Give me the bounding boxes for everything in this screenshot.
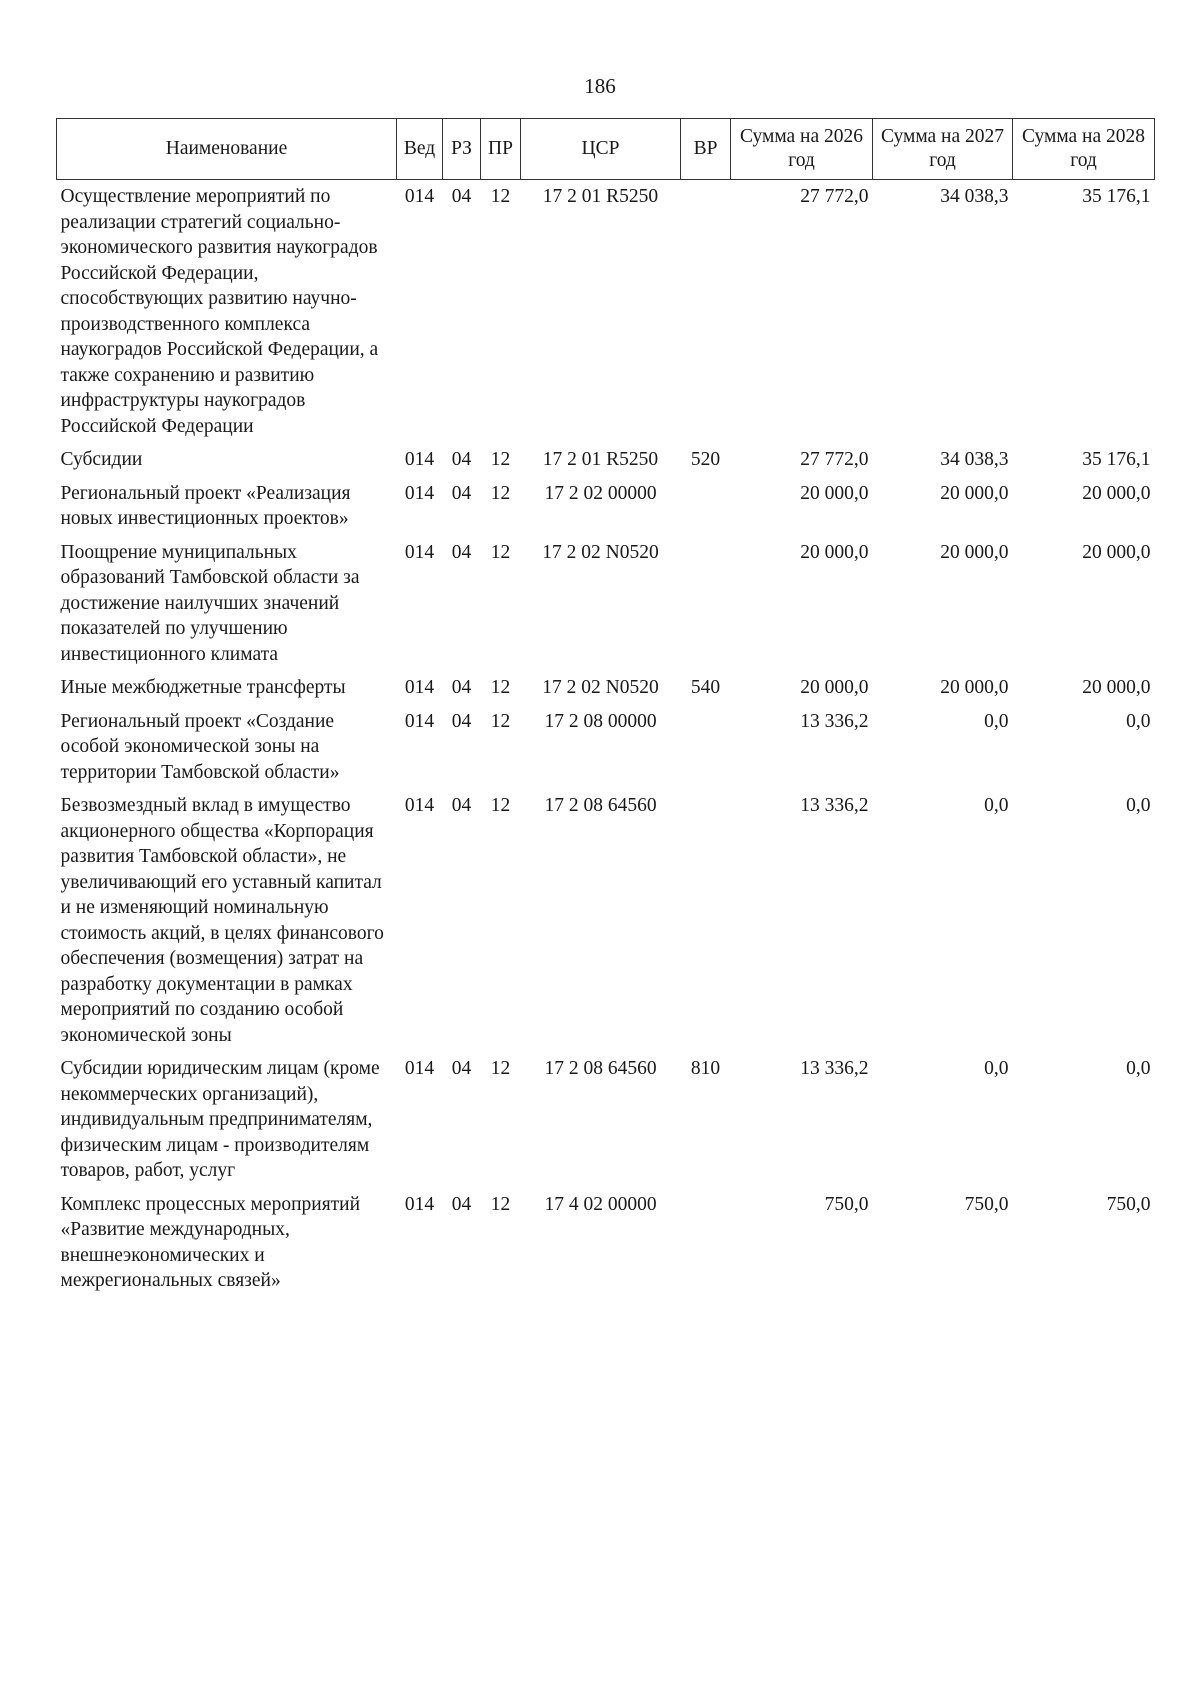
row-csr: 17 2 02 N0520 (542, 677, 659, 698)
row-sum-2028: 0,0 (1126, 710, 1151, 732)
row-vr: 810 (690, 1058, 721, 1079)
row-vr (681, 477, 731, 536)
row-ved: 014 (404, 677, 435, 698)
row-pr: 12 (490, 541, 511, 563)
row-sum-2027: 20 000,0 (940, 677, 1009, 698)
row-sum-2027: 0,0 (984, 1058, 1009, 1079)
row-rz: 04 (451, 1193, 472, 1215)
row-sum-2027: 0,0 (984, 710, 1009, 732)
row-name: Безвозмездный вклад в имущество акционерного общества «Корпорация развития Тамбовской области», не увеличивающий его уставный капитал и не изменяющий номинальную стоимость акций, в целях финансового обеспечения (возмещения) затрат на разработку документации в рамках мероприятий по созданию особой экономической зоны (60, 795, 384, 1046)
row-pr: 12 (490, 482, 511, 504)
row-ved: 014 (404, 1193, 435, 1215)
row-sum-2028: 20 000,0 (1082, 677, 1151, 698)
header-csr: ЦСР (521, 119, 681, 180)
row-pr: 12 (490, 449, 511, 470)
table-row (57, 180, 1155, 444)
row-name: Региональный проект «Создание особой экономической зоны на территории Тамбовской области» (60, 710, 340, 783)
row-name: Иные межбюджетные трансферты (60, 677, 346, 698)
row-csr: 17 2 08 00000 (544, 710, 657, 732)
row-vr (681, 536, 731, 672)
table-row (57, 1188, 1155, 1298)
row-vr: 520 (690, 449, 721, 470)
header-vr: ВР (681, 119, 731, 180)
table-row (57, 789, 1155, 1052)
row-sum-2026: 13 336,2 (800, 710, 869, 732)
row-sum-2028: 750,0 (1106, 1193, 1151, 1215)
table-body (57, 180, 1155, 1298)
row-ved: 014 (404, 186, 435, 207)
row-rz: 04 (451, 541, 472, 563)
row-sum-2026: 20 000,0 (800, 541, 869, 563)
row-sum-2027: 34 038,3 (940, 186, 1009, 207)
table-row (57, 1052, 1155, 1188)
table-row (57, 443, 1155, 477)
row-sum-2026: 27 772,0 (800, 449, 869, 470)
table-row (57, 705, 1155, 790)
row-name: Поощрение муниципальных образований Тамбовской области за достижение наилучших значений показателей по улучшению инвестиционного климата (60, 541, 360, 665)
row-rz: 04 (451, 710, 472, 732)
row-vr (681, 1188, 731, 1298)
row-name: Субсидии (60, 449, 143, 470)
row-ved: 014 (404, 482, 435, 504)
row-sum-2026: 20 000,0 (800, 677, 869, 698)
row-pr: 12 (490, 710, 511, 732)
row-sum-2026: 13 336,2 (800, 1058, 869, 1079)
page-number: 186 (584, 74, 616, 98)
row-pr: 12 (490, 677, 511, 698)
row-sum-2027: 34 038,3 (940, 449, 1009, 470)
row-csr: 17 2 01 R5250 (542, 186, 659, 207)
row-rz: 04 (451, 677, 472, 698)
row-ved: 014 (404, 1058, 435, 1079)
table-header (57, 119, 1155, 180)
header-pr: ПР (481, 119, 521, 180)
row-vr (681, 789, 731, 1052)
table-row (57, 536, 1155, 672)
row-sum-2028: 35 176,1 (1082, 186, 1151, 207)
header-sum-2026: Сумма на 2026 год (731, 119, 873, 180)
row-sum-2028: 20 000,0 (1082, 482, 1151, 504)
row-vr (681, 705, 731, 790)
row-pr: 12 (490, 795, 511, 816)
row-rz: 04 (451, 186, 472, 207)
row-pr: 12 (490, 1193, 511, 1215)
row-sum-2028: 35 176,1 (1082, 449, 1151, 470)
row-vr: 540 (690, 677, 721, 698)
row-vr (681, 180, 731, 444)
header-name: Наименование (57, 119, 397, 180)
table-row (57, 671, 1155, 705)
row-csr: 17 4 02 00000 (544, 1193, 657, 1215)
row-csr: 17 2 02 N0520 (542, 541, 659, 563)
row-rz: 04 (451, 795, 472, 816)
row-sum-2026: 27 772,0 (800, 186, 869, 207)
row-csr: 17 2 08 64560 (544, 795, 657, 816)
row-sum-2027: 20 000,0 (940, 541, 1009, 563)
row-ved: 014 (404, 449, 435, 470)
row-pr: 12 (490, 186, 511, 207)
row-csr: 17 2 08 64560 (544, 1058, 657, 1079)
row-sum-2027: 20 000,0 (940, 482, 1009, 504)
row-ved: 014 (404, 795, 435, 816)
row-name: Субсидии юридическим лицам (кроме некоммерческих организаций), индивидуальным предпринимателям, физическим лицам - производителям товаров, работ, услуг (60, 1058, 380, 1181)
table-row (57, 477, 1155, 536)
row-name: Комплекс процессных мероприятий «Развитие международных, внешнеэкономических и межрегиональных связей» (60, 1193, 361, 1291)
budget-table (56, 118, 1155, 1298)
header-sum-2027: Сумма на 2027 год (873, 119, 1013, 180)
header-sum-2028: Сумма на 2028 год (1013, 119, 1155, 180)
row-sum-2026: 13 336,2 (800, 795, 869, 816)
row-pr: 12 (490, 1058, 511, 1079)
row-rz: 04 (451, 482, 472, 504)
row-sum-2026: 750,0 (824, 1193, 869, 1215)
header-ved: Вед (397, 119, 443, 180)
row-sum-2028: 0,0 (1126, 795, 1151, 816)
row-ved: 014 (404, 710, 435, 732)
row-name: Региональный проект «Реализация новых инвестиционных проектов» (60, 482, 351, 529)
row-csr: 17 2 01 R5250 (542, 449, 659, 470)
row-sum-2026: 20 000,0 (800, 482, 869, 504)
row-sum-2027: 750,0 (964, 1193, 1009, 1215)
row-name: Осуществление мероприятий по реализации стратегий социально-экономического развития наукоградов Российской Федерации, способствующих развитию научно-производственного комплекса наукоградов Российской Федерации, а также сохранению и развитию инфраструктуры наукоградов Российской Федерации (60, 186, 379, 437)
row-rz: 04 (451, 449, 472, 470)
row-csr: 17 2 02 00000 (544, 482, 657, 504)
row-rz: 04 (451, 1058, 472, 1079)
row-sum-2027: 0,0 (984, 795, 1009, 816)
row-ved: 014 (404, 541, 435, 563)
row-sum-2028: 20 000,0 (1082, 541, 1151, 563)
header-rz: РЗ (443, 119, 481, 180)
row-sum-2028: 0,0 (1126, 1058, 1151, 1079)
